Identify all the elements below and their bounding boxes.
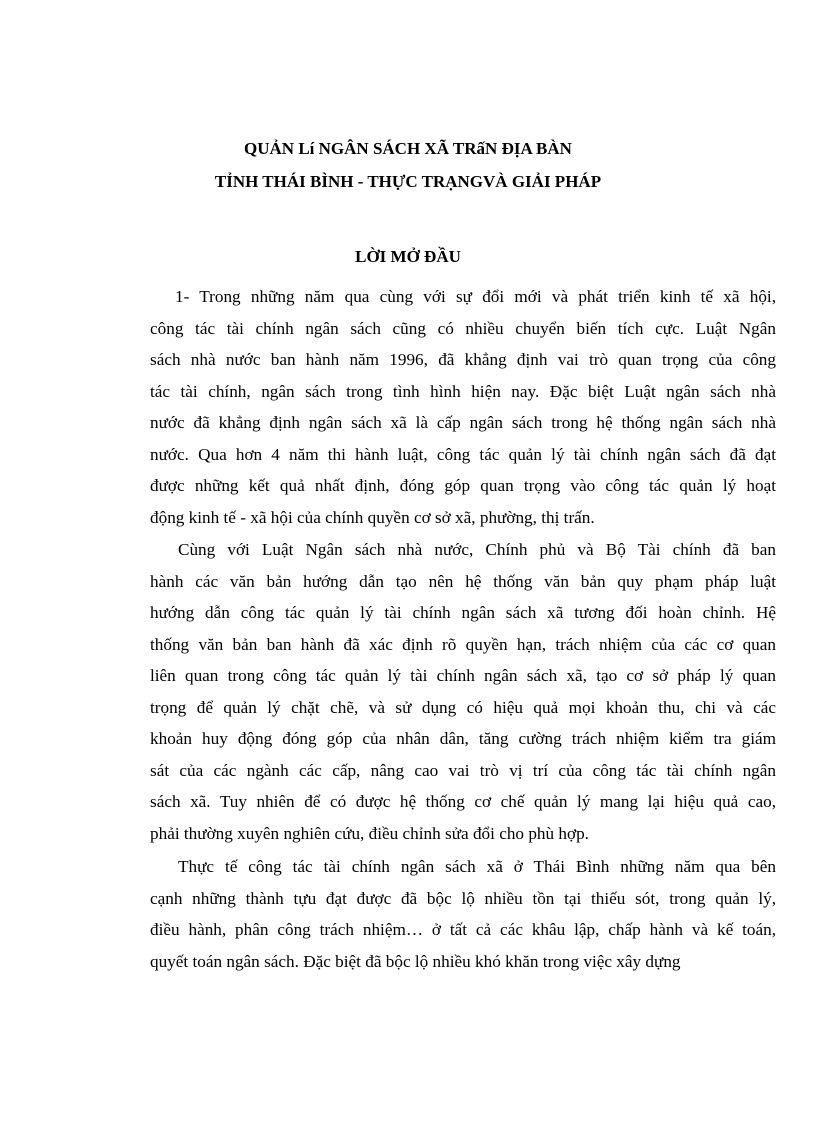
paragraph-line: hướng dẫn công tác quản lý tài chính ngân sách xã tương đối hoàn chỉnh. Hệ: [150, 603, 776, 622]
paragraph-line: Thực tế công tác tài chính ngân sách xã ở Thái Bình những năm qua bên: [178, 857, 776, 876]
paragraph-line: thống văn bản ban hành đã xác định rõ quyền hạn, trách nhiệm của các cơ quan: [150, 634, 776, 654]
paragraph-line: được những kết quả nhất định, đóng góp quan trọng vào công tác quản lý hoạt: [150, 476, 776, 495]
section-heading: LỜI MỞ ĐẦU: [355, 247, 461, 266]
paragraph-line: 1- Trong những năm qua cùng với sự đổi mới và phát triển kinh tế xã hội,: [175, 287, 776, 306]
paragraph-line: liên quan trong công tác quản lý tài chính ngân sách xã, tạo cơ sở pháp lý quan: [150, 666, 776, 685]
paragraph-1: [150, 281, 776, 533]
document-title-line-1: QUẢN Lí NGÂN SÁCH XÃ TRấN ĐỊA BÀN: [244, 139, 572, 158]
paragraph-line: nước. Qua hơn 4 năm thi hành luật, công tác quản lý tài chính ngân sách đã đạt: [150, 444, 776, 464]
paragraph-line: hành các văn bản hướng dẫn tạo nên hệ thống văn bản quy phạm pháp luật: [150, 571, 776, 591]
paragraph-line: quyết toán ngân sách. Đặc biệt đã bộc lộ nhiều khó khăn trong việc xây dựng: [150, 951, 681, 971]
paragraph-line: Cùng với Luật Ngân sách nhà nước, Chính phủ và Bộ Tài chính đã ban: [178, 540, 776, 559]
paragraph-2: [150, 534, 776, 849]
paragraph-line: sách xã. Tuy nhiên để có được hệ thống cơ chế quản lý mang lại hiệu quả cao,: [150, 792, 776, 811]
document-title-line-2: TỈNH THÁI BÌNH - THỰC TRẠNGVÀ GIẢI PHÁP: [214, 172, 602, 191]
paragraph-line: sách nhà nước ban hành năm 1996, đã khẳng định vai trò quan trọng của công: [150, 350, 776, 369]
paragraph-line: điều hành, phân công trách nhiệm… ở tất cả các khâu lập, chấp hành và kế toán,: [150, 920, 776, 939]
paragraph-line: công tác tài chính ngân sách cũng có nhiều chuyển biến tích cực. Luật Ngân: [150, 318, 776, 338]
paragraph-line: khoản huy động đóng góp của nhân dân, tăng cường trách nhiệm kiểm tra giám: [150, 729, 776, 748]
paragraph-line: phải thường xuyên nghiên cứu, điều chỉnh sửa đổi cho phù hợp.: [150, 823, 589, 843]
paragraph-line: động kinh tế - xã hội của chính quyền cơ sở xã, phường, thị trấn.: [150, 507, 595, 527]
paragraph-line: tác tài chính, ngân sách trong tình hình hiện nay. Đặc biệt Luật ngân sách nhà: [150, 381, 776, 401]
paragraph-3: [150, 851, 776, 977]
paragraph-line: nước đã khẳng định ngân sách xã là cấp ngân sách trong hệ thống ngân sách nhà: [150, 413, 776, 432]
paragraph-line: trọng để quản lý chặt chẽ, và sử dụng có hiệu quả mọi khoản thu, chi và các: [150, 697, 776, 717]
paragraph-line: sát của các ngành các cấp, nâng cao vai trò vị trí của công tác tài chính ngân: [150, 760, 776, 780]
paragraph-line: cạnh những thành tựu đạt được đã bộc lộ nhiều tồn tại thiếu sót, trong quản lý,: [150, 888, 776, 908]
